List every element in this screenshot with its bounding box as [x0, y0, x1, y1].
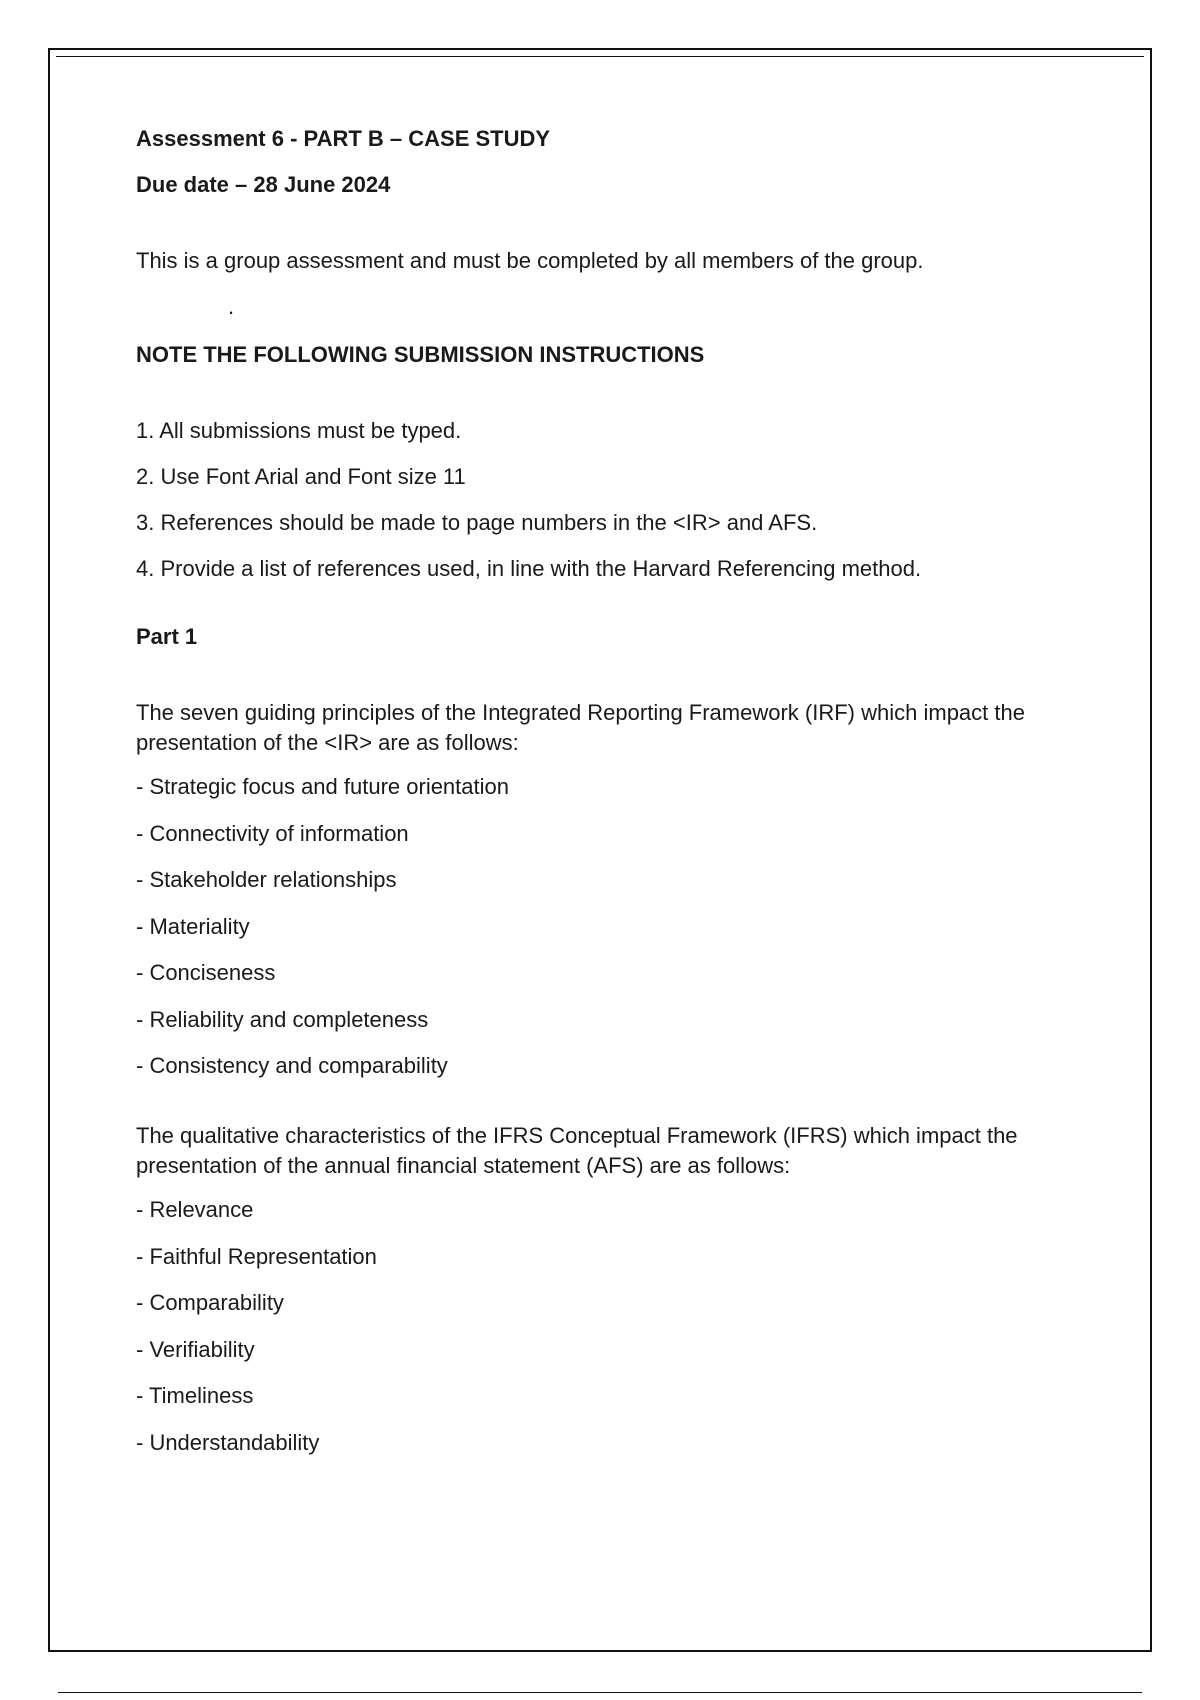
- ifrs-paragraph: The qualitative characteristics of the IFRS Conceptual Framework (IFRS) which impact the presentation of the annual financial statement (AFS) are as follows:: [136, 1123, 1018, 1178]
- irf-principles-list: [136, 772, 1096, 1081]
- list-item: - Reliability and completeness: [136, 1006, 429, 1032]
- list-item: - Consistency and comparability: [136, 1053, 448, 1078]
- document-title: Assessment 6 - PART B – CASE STUDY: [136, 126, 551, 151]
- list-item: - Faithful Representation: [136, 1243, 377, 1269]
- bottom-rule: [58, 1692, 1142, 1693]
- list-item: - Understandability: [136, 1429, 320, 1455]
- top-rule: [56, 56, 1144, 57]
- instructions-heading: NOTE THE FOLLOWING SUBMISSION INSTRUCTIONS: [136, 342, 705, 367]
- document-body: [136, 124, 1096, 1474]
- irf-paragraph: The seven guiding principles of the Integrated Reporting Framework (IRF) which impact the presentation of the <IR> are as follows:: [136, 700, 1025, 755]
- list-item: - Stakeholder relationships: [136, 867, 397, 892]
- list-item: - Timeliness: [136, 1383, 254, 1408]
- list-item: - Connectivity of information: [136, 820, 409, 846]
- list-item: 4. Provide a list of references used, in line with the Harvard Referencing method.: [136, 556, 922, 581]
- list-item: 1. All submissions must be typed.: [136, 418, 462, 443]
- ifrs-characteristics-list: [136, 1195, 1096, 1458]
- list-item: - Comparability: [136, 1290, 284, 1315]
- list-item: 3. References should be made to page numbers in the <IR> and AFS.: [136, 510, 818, 535]
- list-item: - Strategic focus and future orientation: [136, 774, 509, 799]
- intro-text: This is a group assessment and must be completed by all members of the group.: [136, 248, 924, 273]
- list-item: - Conciseness: [136, 960, 276, 985]
- due-date: Due date – 28 June 2024: [136, 172, 391, 197]
- instructions-list: [136, 416, 1096, 584]
- list-item: - Verifiability: [136, 1336, 255, 1362]
- list-item: 2. Use Font Arial and Font size 11: [136, 464, 466, 489]
- stray-mark: .: [228, 294, 235, 319]
- list-item: - Relevance: [136, 1197, 254, 1222]
- list-item: - Materiality: [136, 913, 250, 939]
- part-heading: Part 1: [136, 624, 198, 649]
